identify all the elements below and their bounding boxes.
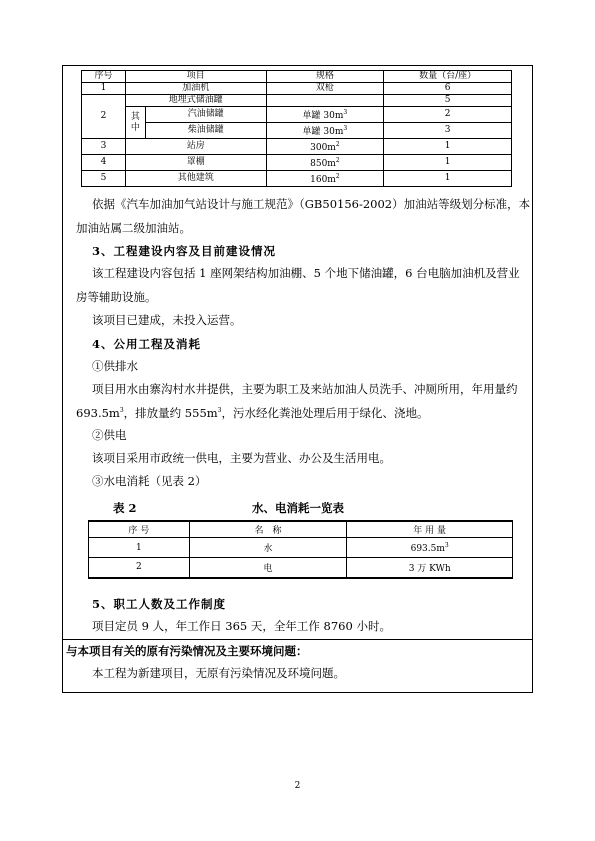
table-row	[82, 123, 512, 139]
cell-qty: 1	[384, 171, 512, 187]
cell-spec	[266, 107, 384, 123]
table2-label: 表 2	[113, 501, 137, 515]
table-header-row	[89, 521, 513, 538]
equipment-table	[81, 70, 512, 187]
subheading-water: ①供排水	[92, 359, 138, 373]
superscript: 3	[217, 407, 222, 415]
cell-spec: 双枪	[266, 83, 384, 95]
cell-item: 其他建筑	[125, 171, 266, 187]
header-cell: 项目	[125, 71, 266, 83]
cell-item: 罩棚	[125, 155, 266, 171]
cell-qty: 3	[384, 123, 512, 139]
cell-spec	[266, 155, 384, 171]
cell-name: 水	[189, 538, 347, 558]
header-cell: 序号	[82, 71, 126, 83]
cell-qty: 1	[384, 155, 512, 171]
cell-no: 3	[82, 139, 126, 155]
cell-spec	[266, 139, 384, 155]
cell-no: 4	[82, 155, 126, 171]
superscript: 3	[343, 109, 348, 116]
subheading-consumption: ③水电消耗（见表 2）	[92, 474, 207, 488]
table-row	[82, 171, 512, 187]
amount-text: 693.5m	[410, 543, 445, 554]
page-number: 2	[294, 781, 301, 791]
heading-utilities: 4、公用工程及消耗	[92, 337, 202, 351]
paragraph-power: 该项目采用市政统一供电，主要为营业、办公及生活用电。	[92, 451, 391, 465]
cell-item: 加油机	[125, 83, 266, 95]
section-title: 与本项目有关的原有污染情况及主要环境问题：	[66, 644, 308, 658]
cell-no: 1	[89, 538, 190, 558]
paragraph-water-line1: 项目用水由寨沟村水井提供，主要为职工及来站加油人员洗手、冲厕所用，年用量约	[92, 382, 518, 396]
section-body: 本工程为新建项目，无原有污染情况及环境问题。	[92, 666, 345, 680]
header-cell: 名 称	[189, 521, 347, 538]
cell-item: 站房	[125, 139, 266, 155]
cell-amount: 3 万 KWh	[347, 558, 513, 578]
cell-item: 柴油储罐	[145, 123, 266, 139]
water-treatment: ，污水经化粪池处理后用于绿化、浇地。	[221, 406, 429, 420]
header-cell: 年 用 量	[347, 521, 513, 538]
cell-amount	[347, 538, 513, 558]
superscript: 2	[335, 157, 340, 164]
spec-text: 300m	[310, 143, 336, 153]
consumption-table	[88, 520, 513, 579]
heading-construction: 3、工程建设内容及目前建设情况	[92, 244, 276, 258]
cell-qty: 1	[384, 139, 512, 155]
spec-text: 850m	[310, 159, 336, 169]
superscript: 3	[444, 541, 449, 549]
subheading-power: ②供电	[92, 428, 127, 442]
paragraph-grade-line2: 加油站属二级加油站。	[76, 221, 191, 235]
spec-text: 单罐 30m	[302, 111, 344, 121]
water-discharge: ，排放量约 555m	[123, 406, 218, 420]
cell-no: 1	[82, 83, 126, 95]
superscript: 3	[343, 125, 348, 132]
paragraph-content-line1: 该工程建设内容包括 1 座网架结构加油棚、5 个地下储油罐，6 台电脑加油机及营业	[92, 266, 520, 280]
cell-spec	[266, 95, 384, 107]
spec-text: 单罐 30m	[302, 127, 344, 137]
table-row	[82, 139, 512, 155]
cell-no: 2	[82, 95, 126, 139]
cell-spec	[266, 123, 384, 139]
cell-no: 2	[89, 558, 190, 578]
cell-no: 5	[82, 171, 126, 187]
superscript: 3	[119, 407, 124, 415]
cell-qty: 6	[384, 83, 512, 95]
water-usage: 693.5m	[76, 406, 120, 420]
table-row	[82, 83, 512, 95]
superscript: 2	[335, 173, 340, 180]
paragraph-grade-line1: 依据《汽车加油加气站设计与施工规范》（GB50156-2002）加油站等级划分标准，本	[92, 197, 531, 211]
table-header-row	[82, 71, 512, 83]
header-cell: 规格	[266, 71, 384, 83]
paragraph-staff: 项目定员 9 人，年工作日 365 天，全年工作 8760 小时。	[92, 619, 391, 633]
cell-sub-label	[125, 107, 145, 139]
table-row	[89, 558, 513, 578]
superscript: 2	[335, 141, 340, 148]
cell-qty: 2	[384, 107, 512, 123]
table-row	[89, 538, 513, 558]
header-cell: 数量（台/座）	[384, 71, 512, 83]
table-row	[82, 107, 512, 123]
paragraph-content-line2: 房等辅助设施。	[76, 290, 157, 304]
cell-item: 汽油储罐	[145, 107, 266, 123]
header-cell: 序 号	[89, 521, 190, 538]
section-divider	[63, 639, 532, 640]
paragraph-status: 该项目已建成，未投入运营。	[92, 313, 242, 327]
paragraph-water-line2	[76, 405, 429, 421]
cell-qty: 5	[384, 95, 512, 107]
heading-staff: 5、职工人数及工作制度	[92, 597, 227, 611]
table2-title: 水、电消耗一览表	[252, 501, 344, 515]
spec-text: 160m	[310, 175, 336, 185]
table-row	[82, 95, 512, 107]
table-row	[82, 155, 512, 171]
cell-name: 电	[189, 558, 347, 578]
sub-label-text: 其中	[130, 111, 140, 133]
cell-spec	[266, 171, 384, 187]
cell-item: 地埋式储油罐	[125, 95, 266, 107]
